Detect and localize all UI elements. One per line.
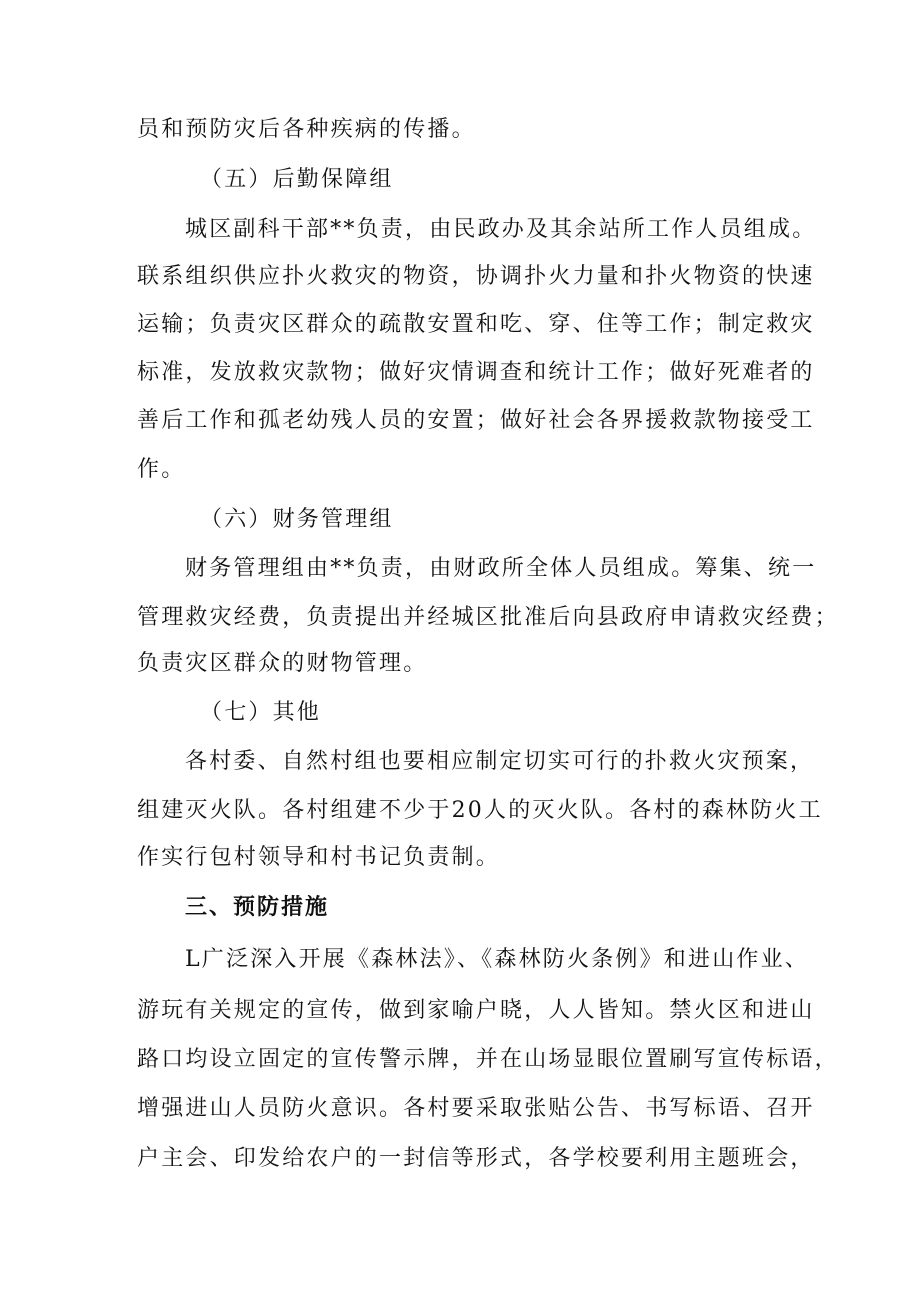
section-title: （六）财务管理组 (200, 507, 394, 532)
paragraph-line: 善后工作和孤老幼残人员的安置；做好社会各界援救款物接受工 (137, 408, 815, 433)
section-heading: 三、预防措施 (185, 895, 330, 920)
paragraph-line: 增强进山人员防火意识。各村要采取张贴公告、书写标语、召开 (137, 1096, 815, 1121)
paragraph-line: 游玩有关规定的宣传，做到家喻户晓，人人皆知。禁火区和进山 (137, 998, 815, 1023)
paragraph-line: 财务管理组由**负责，由财政所全体人员组成。筹集、统一 (185, 556, 817, 581)
paragraph-line: 运输；负责灾区群众的疏散安置和吃、穿、住等工作；制定救灾 (137, 312, 815, 337)
paragraph-line: 户主会、印发给农户的一封信等形式，各学校要利用主题班会， (137, 1146, 815, 1171)
paragraph-line: 管理救灾经费，负责提出并经城区批准后向县政府申请救灾经费； (137, 605, 839, 630)
paragraph-line: 作。 (137, 457, 186, 482)
section-title: （五）后勤保障组 (200, 167, 394, 192)
paragraph-line: L广泛深入开展《森林法》、《森林防火条例》和进山作业、 (185, 947, 810, 972)
section-title: （七）其他 (200, 700, 322, 725)
paragraph-line: 联系组织供应扑火救灾的物资，协调扑火力量和扑火物资的快速 (137, 264, 815, 289)
paragraph-line: 城区副科干部**负责，由民政办及其余站所工作人员组成。 (185, 217, 817, 242)
paragraph-line: 各村委、自然村组也要相应制定切实可行的扑救火灾预案， (185, 749, 815, 774)
paragraph-line: 负责灾区群众的财物管理。 (137, 651, 428, 676)
paragraph-line: 组建灭火队。各村组建不少于20人的灭火队。各村的森林防火工 (137, 798, 823, 823)
paragraph-line: 路口均设立固定的宣传警示牌，并在山场显眼位置刷写宣传标语， (137, 1047, 839, 1072)
paragraph-line: 员和预防灾后各种疾病的传播。 (137, 117, 476, 142)
paragraph-line: 标准，发放救灾款物；做好灾情调查和统计工作；做好死难者的 (137, 360, 815, 385)
paragraph-line: 作实行包村领导和村书记负责制。 (137, 845, 501, 870)
